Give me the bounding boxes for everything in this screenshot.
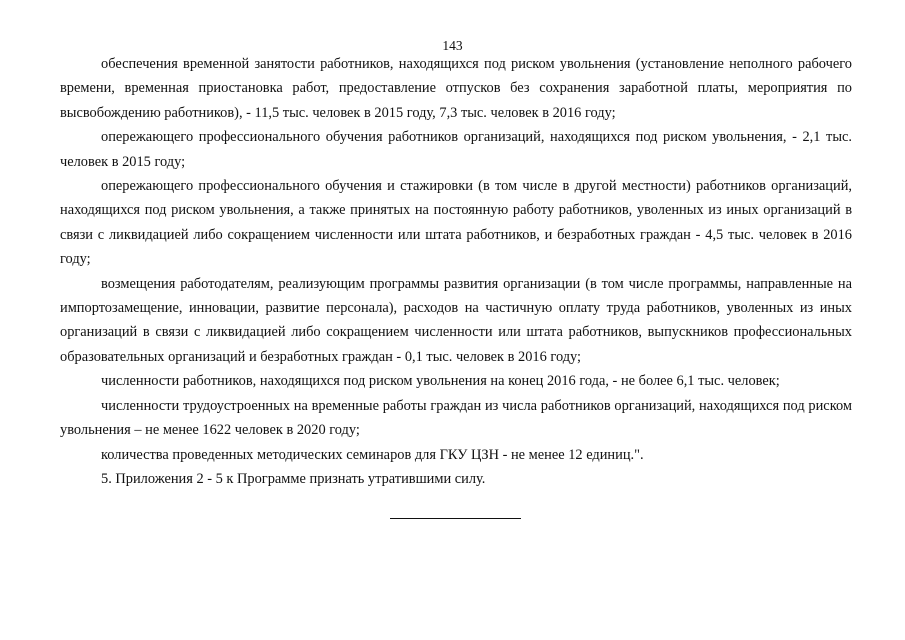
paragraph-training-internship: опережающего профессионального обучения и стажировки (в том числе в другой местности) работников организаций, находящихся под риском увольнения, а также принятых на постоянную работу работников, уволенных из иных организаций в связи с ликвидацией либо сокращением численности или штата работников, и безработных граждан - 4,5 тыс. человек в 2016 году; — [60, 178, 852, 268]
document-body — [60, 52, 852, 491]
end-divider-line — [390, 518, 521, 519]
paragraph-seminars: количества проведенных методических семинаров для ГКУ ЦЗН - не менее 12 единиц.". — [101, 446, 644, 463]
paragraph-temporary-employment: обеспечения временной занятости работников, находящихся под риском увольнения (установление неполного рабочего времени, временная приостановка работ, предоставление отпусков без сохранения заработной платы, мероприятия по высвобождению работников), - 11,5 тыс. человек в 2015 году, 7,3 тыс. человек в 2016 году; — [60, 56, 852, 121]
paragraph-employer-reimbursement: возмещения работодателям, реализующим программы развития организации (в том числе программы, направленные на импортозамещение, инновации, развитие персонала), расходов на частичную оплату труда работников, уволенных из иных организаций в связи с ликвидацией либо сокращением численности или штата работников, выпускников профессиональных образовательных организаций и безработных граждан - 0,1 тыс. человек в 2016 году; — [60, 275, 852, 365]
page-number: 143 — [442, 38, 463, 53]
paragraph-appendices-void: 5. Приложения 2 - 5 к Программе признать утратившими силу. — [101, 470, 486, 487]
paragraph-workers-at-risk: численности работников, находящихся под риском увольнения на конец 2016 года, - не более 6,1 тыс. человек; — [101, 373, 780, 390]
paragraph-temporary-jobs: численности трудоустроенных на временные работы граждан из числа работников организаций, находящихся под риском увольнения – не менее 1622 человек в 2020 году; — [60, 397, 852, 439]
paragraph-advanced-training: опережающего профессионального обучения работников организаций, находящихся под риском увольнения, - 2,1 тыс. человек в 2015 году; — [60, 129, 852, 170]
